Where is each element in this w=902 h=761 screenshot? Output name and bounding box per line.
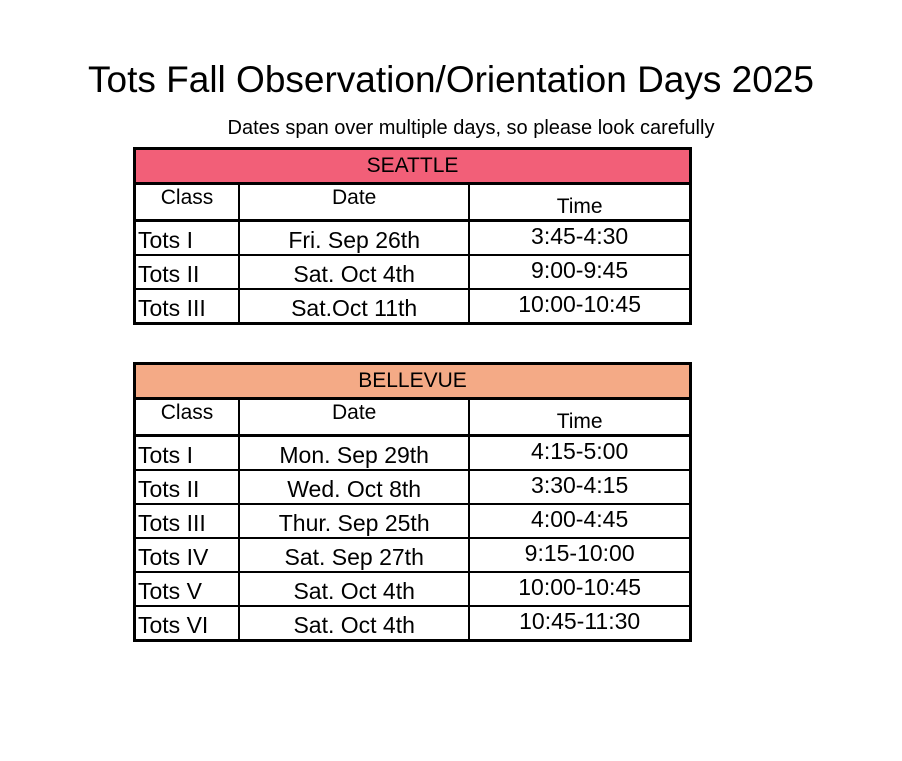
bellevue-header-row [135, 399, 691, 436]
date-column-header: Date [239, 399, 469, 436]
date-column-header: Date [239, 184, 469, 221]
time-cell: 10:00-10:45 [469, 572, 690, 606]
class-cell: Tots I [135, 221, 240, 256]
class-cell: Tots VI [135, 606, 240, 641]
seattle-banner-row [135, 149, 691, 184]
time-column-header: Time [469, 399, 690, 436]
class-cell: Tots I [135, 436, 240, 471]
table-row [135, 255, 691, 289]
time-cell: 9:15-10:00 [469, 538, 690, 572]
table-row [135, 572, 691, 606]
seattle-schedule-table [133, 147, 692, 325]
table-row [135, 470, 691, 504]
bellevue-schedule-table [133, 362, 692, 642]
table-row [135, 504, 691, 538]
date-cell: Sat. Oct 4th [239, 255, 469, 289]
time-cell: 3:30-4:15 [469, 470, 690, 504]
time-cell: 4:15-5:00 [469, 436, 690, 471]
class-column-header: Class [135, 184, 240, 221]
date-cell: Mon. Sep 29th [239, 436, 469, 471]
class-cell: Tots II [135, 255, 240, 289]
class-cell: Tots III [135, 289, 240, 324]
date-cell: Thur. Sep 25th [239, 504, 469, 538]
date-cell: Sat. Oct 4th [239, 572, 469, 606]
date-cell: Sat. Sep 27th [239, 538, 469, 572]
seattle-header-row [135, 184, 691, 221]
date-cell: Sat.Oct 11th [239, 289, 469, 324]
date-cell: Sat. Oct 4th [239, 606, 469, 641]
seattle-banner: SEATTLE [135, 149, 691, 184]
time-cell: 3:45-4:30 [469, 221, 690, 256]
class-cell: Tots III [135, 504, 240, 538]
table-row [135, 606, 691, 641]
table-row [135, 289, 691, 324]
time-cell: 4:00-4:45 [469, 504, 690, 538]
time-cell: 10:00-10:45 [469, 289, 690, 324]
page-title: Tots Fall Observation/Orientation Days 2025 [88, 59, 814, 100]
bellevue-banner-row [135, 364, 691, 399]
time-column-header: Time [469, 184, 690, 221]
class-cell: Tots IV [135, 538, 240, 572]
date-cell: Wed. Oct 8th [239, 470, 469, 504]
class-cell: Tots V [135, 572, 240, 606]
page-subtitle: Dates span over multiple days, so please look carefully [227, 117, 715, 139]
time-cell: 10:45-11:30 [469, 606, 690, 641]
class-cell: Tots II [135, 470, 240, 504]
table-row [135, 221, 691, 256]
time-cell: 9:00-9:45 [469, 255, 690, 289]
bellevue-banner: BELLEVUE [135, 364, 691, 399]
date-cell: Fri. Sep 26th [239, 221, 469, 256]
class-column-header: Class [135, 399, 240, 436]
table-row [135, 436, 691, 471]
table-row [135, 538, 691, 572]
